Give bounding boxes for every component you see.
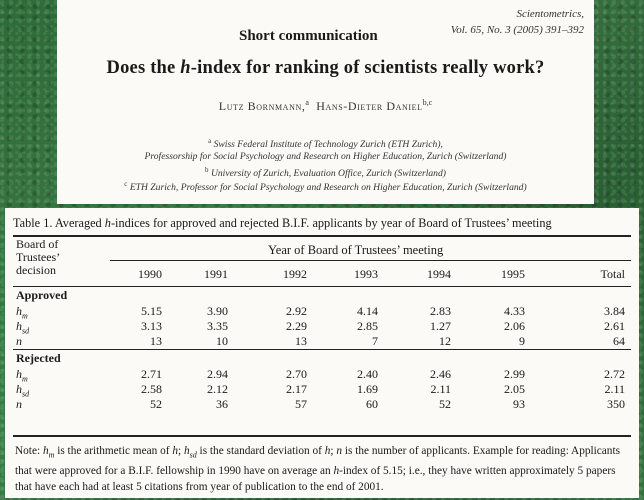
table-cell: 3.84 bbox=[604, 304, 625, 318]
affiliation: $^c$ ETH Zurich, Professor for Social Psychology and Research on Higher Education, Zurich (Switzerland) bbox=[124, 180, 527, 194]
table-cell: 2.70 bbox=[286, 367, 307, 381]
row-label: n bbox=[16, 334, 22, 348]
table-cell: 2.71 bbox=[141, 367, 162, 381]
table-cell: 2.72 bbox=[604, 367, 625, 381]
table-cell: 2.12 bbox=[207, 382, 228, 396]
affiliation: $^a$ Swiss Federal Institute of Technology Zurich (ETH Zurich), bbox=[208, 137, 443, 151]
affiliation: Professorship for Social Psychology and Research on Higher Education, Zurich (Switzerland) bbox=[144, 151, 507, 162]
table-cell: 9 bbox=[519, 334, 525, 348]
table-caption: Table 1. Averaged h-indices for approved and rejected B.I.F. applicants by year of Board of Trustees’ meeting bbox=[13, 216, 552, 230]
affiliation: $^b$ University of Zurich, Evaluation Office, Zurich (Switzerland) bbox=[205, 166, 446, 180]
table-cell: 4.14 bbox=[357, 304, 378, 318]
table-cell: 13 bbox=[150, 334, 162, 348]
table-cell: 2.11 bbox=[604, 382, 625, 396]
table-cell: 3.90 bbox=[207, 304, 228, 318]
row-label: n bbox=[16, 397, 22, 411]
author-name: Hans-Dieter Daniel bbox=[316, 99, 423, 113]
table-cell: 2.92 bbox=[286, 304, 307, 318]
table-cell: 60 bbox=[366, 397, 378, 411]
table-cell: 93 bbox=[513, 397, 525, 411]
column-spanner: Year of Board of Trustees’ meeting bbox=[268, 243, 444, 257]
row-label: $h_m$ bbox=[16, 304, 28, 321]
table-cell: 13 bbox=[295, 334, 307, 348]
table-cell: 2.85 bbox=[357, 319, 378, 333]
column-header: 1991 bbox=[204, 267, 228, 281]
table-note: Note: $h_m$ is the arithmetic mean of h; $h_{sd}$ is the standard deviation of h; n is the number of applicants. Example for reading: Applicants that were approved for a B.I.F. fellowship in 1990 have on average an h-index of 5.15; i.e., they have written approximately 5 papers that have each had at least 5 citations from year of publication to the end of 2001. bbox=[15, 445, 620, 494]
table-cell: 4.33 bbox=[504, 304, 525, 318]
stub-header: Board of Trustees’ decision bbox=[16, 237, 61, 277]
table-cell: 2.46 bbox=[430, 367, 451, 381]
table-cell: 350 bbox=[607, 397, 625, 411]
table-cell: 10 bbox=[216, 334, 228, 348]
column-header: 1993 bbox=[354, 267, 378, 281]
table-cell: 64 bbox=[613, 334, 625, 348]
table-bottom-rule bbox=[13, 435, 631, 437]
table-cell: 3.35 bbox=[207, 319, 228, 333]
table-cell: 5.15 bbox=[141, 304, 162, 318]
table-cell: 2.11 bbox=[430, 382, 451, 396]
row-label: $h_{sd}$ bbox=[16, 382, 30, 399]
table-cell: 57 bbox=[295, 397, 307, 411]
journal-issue: Vol. 65, No. 3 (2005) 391–392 bbox=[450, 24, 584, 36]
header-bottom-rule bbox=[13, 286, 631, 287]
table-cell: 2.83 bbox=[430, 304, 451, 318]
table-cell: 2.06 bbox=[504, 319, 525, 333]
table-cell: 1.69 bbox=[357, 382, 378, 396]
table-cell: 2.99 bbox=[504, 367, 525, 381]
table-cell: 7 bbox=[372, 334, 378, 348]
column-header: 1990 bbox=[138, 267, 162, 281]
journal-name: Scientometrics, bbox=[516, 8, 584, 20]
section-label: Short communication bbox=[239, 28, 378, 44]
group-label: Approved bbox=[16, 288, 68, 302]
author-line: Lutz Bornmann,$^a$ Hans-Dieter Daniel$^{b,c}$ bbox=[218, 98, 433, 113]
spanner-rule bbox=[110, 260, 631, 261]
table-cell: 2.05 bbox=[504, 382, 525, 396]
table-cell: 52 bbox=[439, 397, 451, 411]
article-title: Does the h-index for ranking of scientists really work? bbox=[106, 58, 545, 78]
table-cell: 2.29 bbox=[286, 319, 307, 333]
table-cell: 2.40 bbox=[357, 367, 378, 381]
column-header: 1992 bbox=[283, 267, 307, 281]
journal-citation bbox=[451, 6, 584, 38]
table-cell: 2.17 bbox=[286, 382, 307, 396]
table-cell: 52 bbox=[150, 397, 162, 411]
row-label: $h_m$ bbox=[16, 367, 28, 384]
table-cell: 2.58 bbox=[141, 382, 162, 396]
column-header: 1994 bbox=[427, 267, 451, 281]
table-top-rule bbox=[13, 235, 631, 237]
table-cell: 36 bbox=[216, 397, 228, 411]
article-header bbox=[57, 0, 594, 204]
results-table bbox=[5, 208, 639, 498]
table-cell: 1.27 bbox=[430, 319, 451, 333]
table-cell: 12 bbox=[439, 334, 451, 348]
column-header: 1995 bbox=[501, 267, 525, 281]
column-header: Total bbox=[600, 267, 625, 281]
table-cell: 3.13 bbox=[141, 319, 162, 333]
table-cell: 2.61 bbox=[604, 319, 625, 333]
group-divider-rule bbox=[13, 349, 631, 350]
author-name: Lutz Bornmann, bbox=[218, 99, 306, 113]
row-label: $h_{sd}$ bbox=[16, 319, 30, 336]
group-label: Rejected bbox=[16, 351, 61, 365]
table-cell: 2.94 bbox=[207, 367, 228, 381]
